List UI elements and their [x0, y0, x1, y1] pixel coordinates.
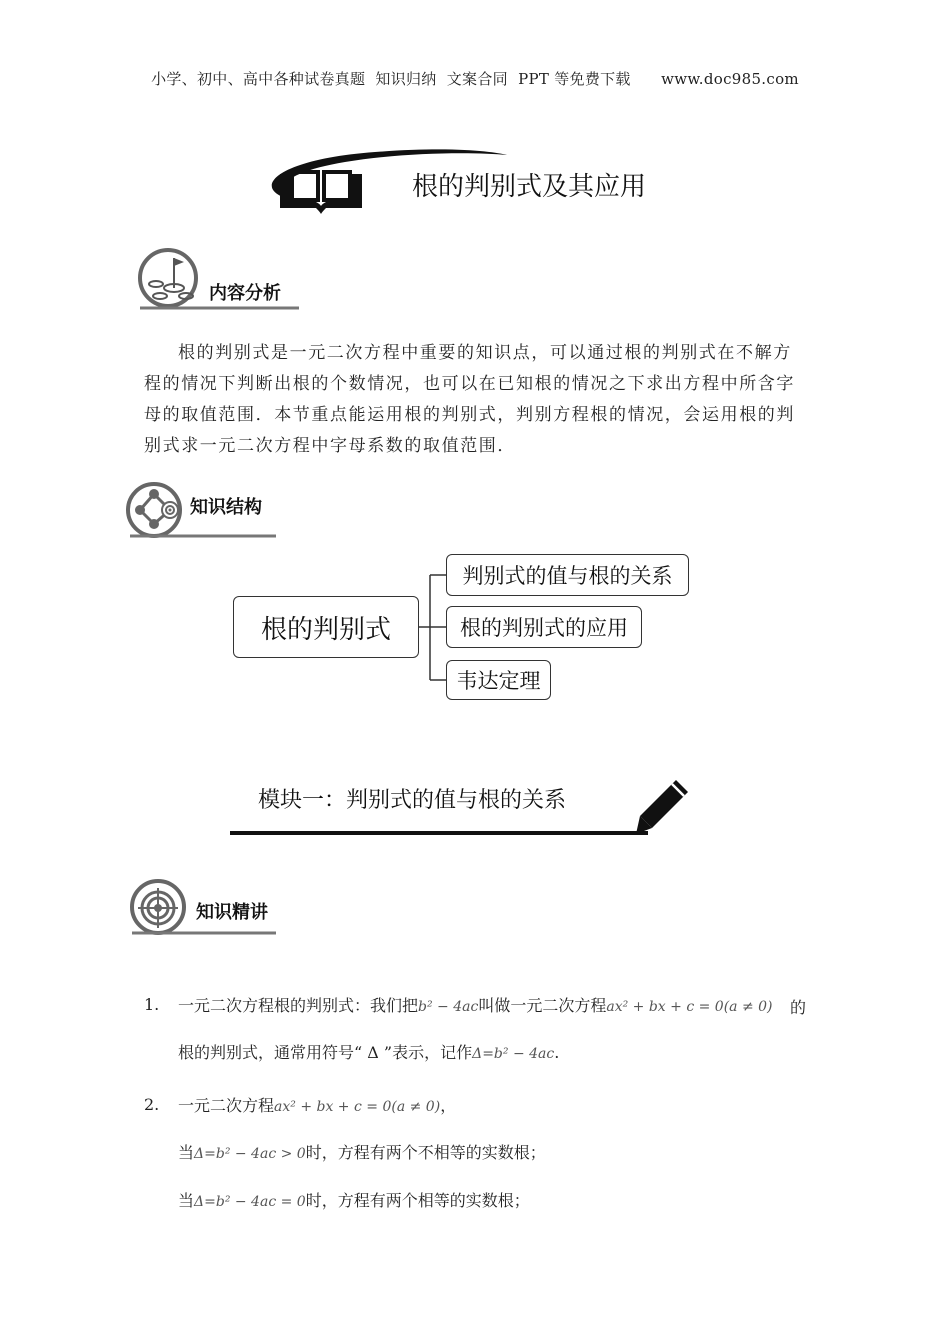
- item1-line2-end: .: [554, 1043, 560, 1062]
- case2-suffix: 时，方程有两个相等的实数根；: [305, 1191, 530, 1210]
- page-title: 根的判别式及其应用: [412, 172, 647, 202]
- item1-line2: [178, 1040, 559, 1063]
- quadratic-equation: ax² + bx + c = 0(a ≠ 0): [274, 1099, 441, 1115]
- item-number: 2.: [144, 1095, 160, 1114]
- mindmap-child-1: 判别式的值与根的关系: [446, 554, 689, 596]
- item1-line2-a: 根的判别式，通常用符号“ Δ ”表示，记作: [178, 1043, 473, 1062]
- item2-case1: [178, 1140, 546, 1163]
- item1-line1: [178, 993, 773, 1016]
- section-knowledge-structure: 知识结构: [190, 497, 262, 518]
- target-flag-icon: [140, 252, 196, 304]
- intro-paragraph: [144, 338, 808, 462]
- case1-prefix: 当: [178, 1143, 195, 1162]
- case1-condition: Δ=b² − 4ac > 0: [194, 1146, 306, 1162]
- page-header: 小学、初中、高中各种试卷真题 知识归纳 文案合同 PPT 等免费下载 www.doc985.com: [151, 70, 799, 88]
- module-underline: [228, 776, 694, 842]
- section-content-analysis: 内容分析: [209, 283, 281, 304]
- item1-text-c: 的: [790, 998, 807, 1017]
- item2-text-b: ，: [440, 1096, 457, 1115]
- case2-prefix: 当: [178, 1191, 195, 1210]
- mindmap-child-2: 根的判别式的应用: [446, 606, 642, 648]
- book-icon: [276, 168, 366, 216]
- target-icon: [138, 888, 178, 928]
- pencil-icon: [632, 776, 692, 838]
- quadratic-equation: ax² + bx + c = 0(a ≠ 0): [606, 999, 773, 1015]
- mindmap-child-3: 韦达定理: [446, 660, 551, 700]
- item-number: 1.: [144, 995, 160, 1014]
- item2-text-a: 一元二次方程: [178, 1096, 275, 1115]
- item2-line1: [178, 1093, 456, 1116]
- module-title: 模块一：判别式的值与根的关系: [258, 788, 567, 813]
- delta-definition: Δ=b² − 4ac: [472, 1046, 555, 1062]
- mindmap-root: 根的判别式: [233, 596, 419, 658]
- case1-suffix: 时，方程有两个不相等的实数根；: [305, 1143, 546, 1162]
- section-knowledge-explain: 知识精讲: [196, 902, 268, 923]
- case2-condition: Δ=b² − 4ac = 0: [194, 1194, 306, 1210]
- discriminant-formula: b² − 4ac: [418, 999, 479, 1015]
- item2-case2: [178, 1188, 530, 1211]
- network-nodes-icon: [132, 488, 182, 534]
- item1-text-b: 叫做一元二次方程: [478, 996, 607, 1015]
- item1-text-a: 一元二次方程根的判别式：我们把: [178, 996, 419, 1015]
- intro-text: 根的判别式是一元二次方程中重要的知识点，可以通过根的判别式在不解方程的情况下判断出根的个数情况，也可以在已知根的情况之下求出方程中所含字母的取值范围．本节重点能运用根的判别式，判别方程根的情况，会运用根的判别式求一元二次方程中字母系数的取值范围．: [144, 343, 795, 456]
